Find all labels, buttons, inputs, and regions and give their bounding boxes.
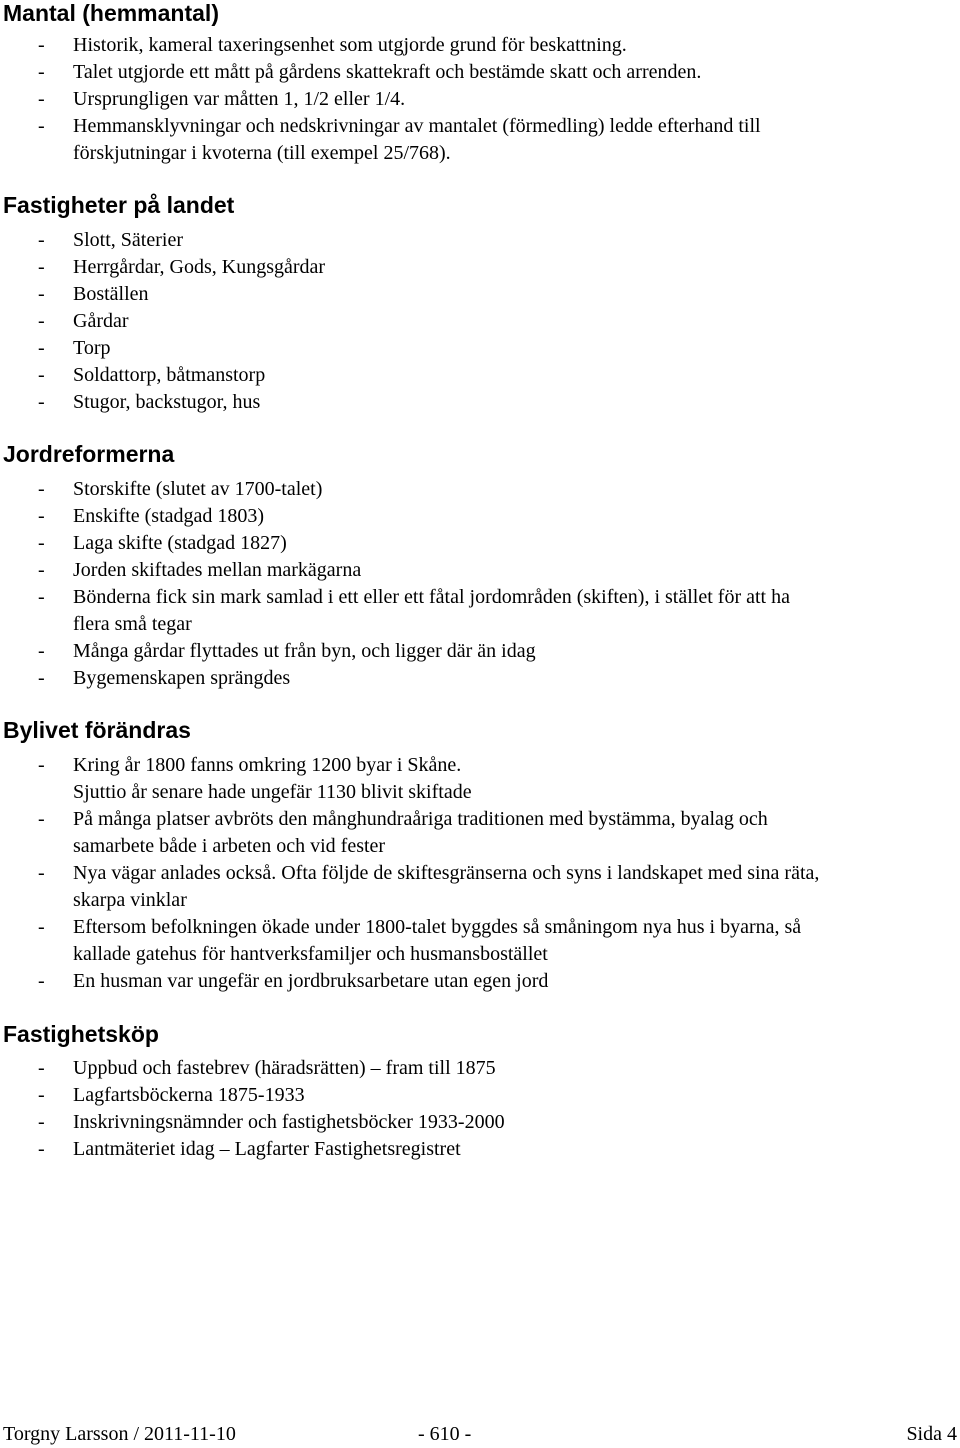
list-bullet-dash: - bbox=[38, 337, 45, 359]
list-bullet-dash: - bbox=[38, 754, 45, 776]
list-item-text: flera små tegar bbox=[73, 613, 192, 635]
list-item-text: Talet utgjorde ett mått på gårdens skattekraft och bestämde skatt och arrenden. bbox=[73, 61, 702, 83]
list-bullet-dash: - bbox=[38, 115, 45, 137]
list-item-text: Slott, Säterier bbox=[73, 229, 183, 251]
list-bullet-dash: - bbox=[38, 61, 45, 83]
list-item-text: Eftersom befolkningen ökade under 1800-talet byggdes så småningom nya hus i byarna, så bbox=[73, 916, 802, 938]
list-item-text: Lagfartsböckerna 1875-1933 bbox=[73, 1084, 305, 1106]
list-item-text: Många gårdar flyttades ut från byn, och ligger där än idag bbox=[73, 640, 536, 662]
list-bullet-dash: - bbox=[38, 310, 45, 332]
list-bullet-dash: - bbox=[38, 1084, 45, 1106]
list-item-text: Jorden skiftades mellan markägarna bbox=[73, 559, 362, 581]
list-item-text: Soldattorp, båtmanstorp bbox=[73, 364, 266, 386]
list-item-text: Hemmansklyvningar och nedskrivningar av mantalet (förmedling) ledde efterhand till bbox=[73, 115, 761, 137]
section-heading: Fastighetsköp bbox=[3, 1021, 159, 1047]
list-bullet-dash: - bbox=[38, 916, 45, 938]
list-item-text: Bygemenskapen sprängdes bbox=[73, 667, 291, 689]
list-item-text: samarbete både i arbeten och vid fester bbox=[73, 835, 386, 857]
list-item-text: kallade gatehus för hantverksfamiljer och husmansbostället bbox=[73, 943, 548, 965]
page-footer bbox=[0, 1421, 960, 1448]
section-heading: Jordreformerna bbox=[3, 441, 175, 467]
list-bullet-dash: - bbox=[38, 1111, 45, 1133]
section-heading: Mantal (hemmantal) bbox=[3, 0, 219, 26]
list-item-text: Kring år 1800 fanns omkring 1200 byar i Skåne. bbox=[73, 754, 462, 776]
footer-page-number: - 610 - bbox=[418, 1423, 472, 1445]
list-bullet-dash: - bbox=[38, 505, 45, 527]
list-bullet-dash: - bbox=[38, 364, 45, 386]
list-bullet-dash: - bbox=[38, 1138, 45, 1160]
list-bullet-dash: - bbox=[38, 970, 45, 992]
list-bullet-dash: - bbox=[38, 667, 45, 689]
list-bullet-dash: - bbox=[38, 586, 45, 608]
list-bullet-dash: - bbox=[38, 862, 45, 884]
list-item-text: Herrgårdar, Gods, Kungsgårdar bbox=[73, 256, 326, 278]
list-bullet-dash: - bbox=[38, 640, 45, 662]
list-item-text: En husman var ungefär en jordbruksarbetare utan egen jord bbox=[73, 970, 549, 992]
list-bullet-dash: - bbox=[38, 391, 45, 413]
list-item-text: Nya vägar anlades också. Ofta följde de skiftesgränserna och syns i landskapet med sina räta, bbox=[73, 862, 820, 884]
list-item-text: Inskrivningsnämnder och fastighetsböcker 1933-2000 bbox=[73, 1111, 505, 1133]
list-bullet-dash: - bbox=[38, 229, 45, 251]
list-bullet-dash: - bbox=[38, 559, 45, 581]
list-item-text: Uppbud och fastebrev (häradsrätten) – fram till 1875 bbox=[73, 1057, 496, 1079]
list-item-text: Historik, kameral taxeringsenhet som utgjorde grund för beskattning. bbox=[73, 34, 627, 56]
list-item-text: Ursprungligen var måtten 1, 1/2 eller 1/4. bbox=[73, 88, 406, 110]
list-item-text: förskjutningar i kvoterna (till exempel 25/768). bbox=[73, 142, 451, 164]
list-bullet-dash: - bbox=[38, 88, 45, 110]
list-item-text: Boställen bbox=[73, 283, 149, 305]
list-bullet-dash: - bbox=[38, 478, 45, 500]
list-item-text: Lantmäteriet idag – Lagfarter Fastighetsregistret bbox=[73, 1138, 461, 1160]
list-bullet-dash: - bbox=[38, 808, 45, 830]
list-item-text: skarpa vinklar bbox=[73, 889, 187, 911]
list-bullet-dash: - bbox=[38, 256, 45, 278]
list-item-text: Stugor, backstugor, hus bbox=[73, 391, 261, 413]
list-item-text: Enskifte (stadgad 1803) bbox=[73, 505, 265, 527]
footer-sheet-label: Sida 4 bbox=[906, 1423, 957, 1445]
list-item-text: Sjuttio år senare hade ungefär 1130 blivit skiftade bbox=[73, 781, 472, 803]
list-bullet-dash: - bbox=[38, 532, 45, 554]
list-item-text: På många platser avbröts den månghundraåriga traditionen med bystämma, byalag och bbox=[73, 808, 768, 830]
list-item-text: Gårdar bbox=[73, 310, 129, 332]
list-bullet-dash: - bbox=[38, 1057, 45, 1079]
list-item-text: Torp bbox=[73, 337, 111, 359]
section-heading: Fastigheter på landet bbox=[3, 192, 235, 218]
list-item-text: Laga skifte (stadgad 1827) bbox=[73, 532, 287, 554]
footer-author-date: Torgny Larsson / 2011-11-10 bbox=[3, 1423, 236, 1445]
list-bullet-dash: - bbox=[38, 283, 45, 305]
section-heading: Bylivet förändras bbox=[3, 717, 191, 743]
list-item-text: Storskifte (slutet av 1700-talet) bbox=[73, 478, 323, 500]
list-bullet-dash: - bbox=[38, 34, 45, 56]
list-item-text: Bönderna fick sin mark samlad i ett eller ett fåtal jordområden (skiften), i stället för att ha bbox=[73, 586, 790, 608]
